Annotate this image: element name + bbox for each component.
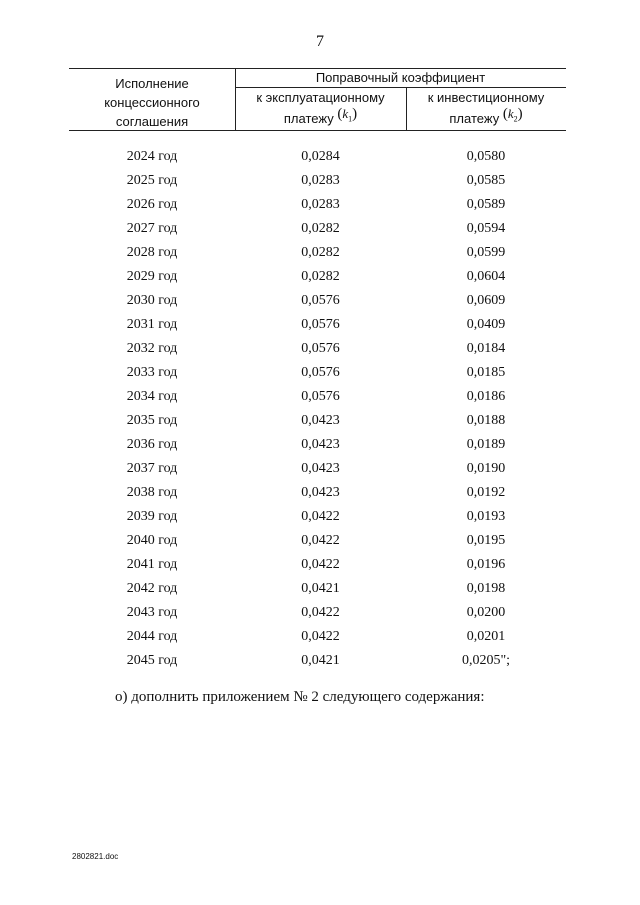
- cell-k1: 0,0282: [301, 269, 340, 284]
- cell-year: 2044 год: [126, 629, 178, 644]
- cell-k2: 0,0604: [466, 269, 506, 284]
- cell-year: 2045 год: [126, 653, 178, 668]
- cell-k2: 0,0585: [466, 173, 506, 188]
- table-body: [69, 145, 566, 673]
- k2-sub: 2: [513, 114, 518, 124]
- k1-sub: 1: [348, 114, 353, 124]
- cell-k2: 0,0193: [466, 509, 506, 524]
- cell-k1: 0,0282: [301, 245, 340, 260]
- header-col-k1-word: платежу: [283, 111, 334, 126]
- cell-k1: 0,0282: [301, 221, 340, 236]
- header-col-k1: [235, 89, 406, 135]
- group-header-rule: [235, 87, 566, 88]
- cell-k2: 0,0186: [466, 389, 506, 404]
- cell-k1: 0,0576: [301, 341, 340, 356]
- cell-year: 2037 год: [126, 461, 178, 476]
- header-col-k2-line1: к инвестиционному: [427, 90, 545, 105]
- cell-k2: 0,0200: [466, 605, 506, 620]
- cell-k1: 0,0422: [301, 557, 340, 572]
- cell-k1: 0,0283: [301, 173, 340, 188]
- header-col-k2: [406, 89, 566, 135]
- cell-year: 2041 год: [126, 557, 178, 572]
- cell-k2: 0,0409: [466, 317, 506, 332]
- table-row: [69, 193, 566, 217]
- cell-year: 2027 год: [126, 221, 178, 236]
- k1-symbol: $(k_1)$: [337, 106, 358, 124]
- table-row: [69, 529, 566, 553]
- cell-year: 2025 год: [126, 173, 178, 188]
- cell-k1: 0,0423: [301, 461, 340, 476]
- cell-k1: 0,0576: [301, 389, 340, 404]
- cell-k2: 0,0195: [466, 533, 506, 548]
- table-row: [69, 169, 566, 193]
- cell-k1: 0,0576: [301, 365, 340, 380]
- cell-k1: 0,0421: [301, 581, 340, 596]
- cell-k2: 0,0205";: [461, 653, 511, 668]
- header-stub-line: концессионного: [104, 95, 200, 110]
- header-col-k2-word: платежу: [449, 111, 500, 126]
- cell-year: 2030 год: [126, 293, 178, 308]
- cell-k2: 0,0188: [466, 413, 506, 428]
- cell-k1: 0,0284: [301, 149, 340, 164]
- table-row: [69, 601, 566, 625]
- cell-year: 2039 год: [126, 509, 178, 524]
- cell-k2: 0,0185: [466, 365, 506, 380]
- table-row: [69, 649, 566, 673]
- cell-k2: 0,0198: [466, 581, 506, 596]
- table-row: [69, 625, 566, 649]
- table-row: [69, 361, 566, 385]
- cell-year: 2032 год: [126, 341, 178, 356]
- table-row: [69, 433, 566, 457]
- table-row: [69, 553, 566, 577]
- cell-year: 2035 год: [126, 413, 178, 428]
- table-row: [69, 385, 566, 409]
- table-row: [69, 313, 566, 337]
- k2-symbol: $(k_2)$: [502, 106, 523, 124]
- cell-k2: 0,0192: [466, 485, 506, 500]
- k1-var: k: [342, 106, 349, 121]
- table-row: [69, 457, 566, 481]
- table-row: [69, 409, 566, 433]
- table-row: [69, 289, 566, 313]
- cell-year: 2040 год: [126, 533, 178, 548]
- cell-year: 2028 год: [126, 245, 178, 260]
- header-col-k1-line2: [235, 107, 406, 135]
- cell-year: 2024 год: [126, 149, 178, 164]
- cell-k1: 0,0422: [301, 605, 340, 620]
- cell-k1: 0,0423: [301, 437, 340, 452]
- cell-k2: 0,0599: [466, 245, 506, 260]
- header-stub-line: соглашения: [115, 114, 189, 129]
- footer-filename: 2802821.doc: [72, 852, 119, 861]
- header-stub: [69, 74, 235, 131]
- cell-k2: 0,0190: [466, 461, 506, 476]
- cell-k1: 0,0576: [301, 317, 340, 332]
- cell-k2: 0,0196: [466, 557, 506, 572]
- page-number: 7: [316, 33, 324, 50]
- table-row: [69, 145, 566, 169]
- cell-year: 2043 год: [126, 605, 178, 620]
- cell-k1: 0,0422: [301, 533, 340, 548]
- cell-year: 2034 год: [126, 389, 178, 404]
- cell-k1: 0,0423: [301, 413, 340, 428]
- cell-k2: 0,0201: [466, 629, 506, 644]
- cell-k2: 0,0189: [466, 437, 506, 452]
- cell-k2: 0,0609: [466, 293, 506, 308]
- header-stub-line: Исполнение: [115, 76, 189, 91]
- cell-k1: 0,0423: [301, 485, 340, 500]
- table-row: [69, 241, 566, 265]
- cell-k1: 0,0422: [301, 509, 340, 524]
- amendment-note: о) дополнить приложением № 2 следующего содержания:: [115, 689, 485, 705]
- cell-year: 2038 год: [126, 485, 178, 500]
- table-row: [69, 481, 566, 505]
- table-row: [69, 337, 566, 361]
- cell-year: 2033 год: [126, 365, 178, 380]
- cell-k2: 0,0589: [466, 197, 506, 212]
- cell-k1: 0,0283: [301, 197, 340, 212]
- cell-k1: 0,0422: [301, 629, 340, 644]
- table-row: [69, 265, 566, 289]
- cell-year: 2026 год: [126, 197, 178, 212]
- cell-k2: 0,0580: [466, 149, 506, 164]
- cell-year: 2029 год: [126, 269, 178, 284]
- cell-year: 2031 год: [126, 317, 178, 332]
- table-row: [69, 217, 566, 241]
- cell-k1: 0,0421: [301, 653, 340, 668]
- cell-k2: 0,0184: [466, 341, 506, 356]
- cell-k1: 0,0576: [301, 293, 340, 308]
- cell-year: 2036 год: [126, 437, 178, 452]
- header-col-k2-line2: [406, 107, 566, 135]
- table-row: [69, 505, 566, 529]
- cell-k2: 0,0594: [466, 221, 506, 236]
- k2-var: k: [507, 106, 514, 121]
- cell-year: 2042 год: [126, 581, 178, 596]
- header-group-title: Поправочный коэффициент: [315, 70, 486, 85]
- table-row: [69, 577, 566, 601]
- header-col-k1-line1: к эксплуатационному: [256, 90, 385, 105]
